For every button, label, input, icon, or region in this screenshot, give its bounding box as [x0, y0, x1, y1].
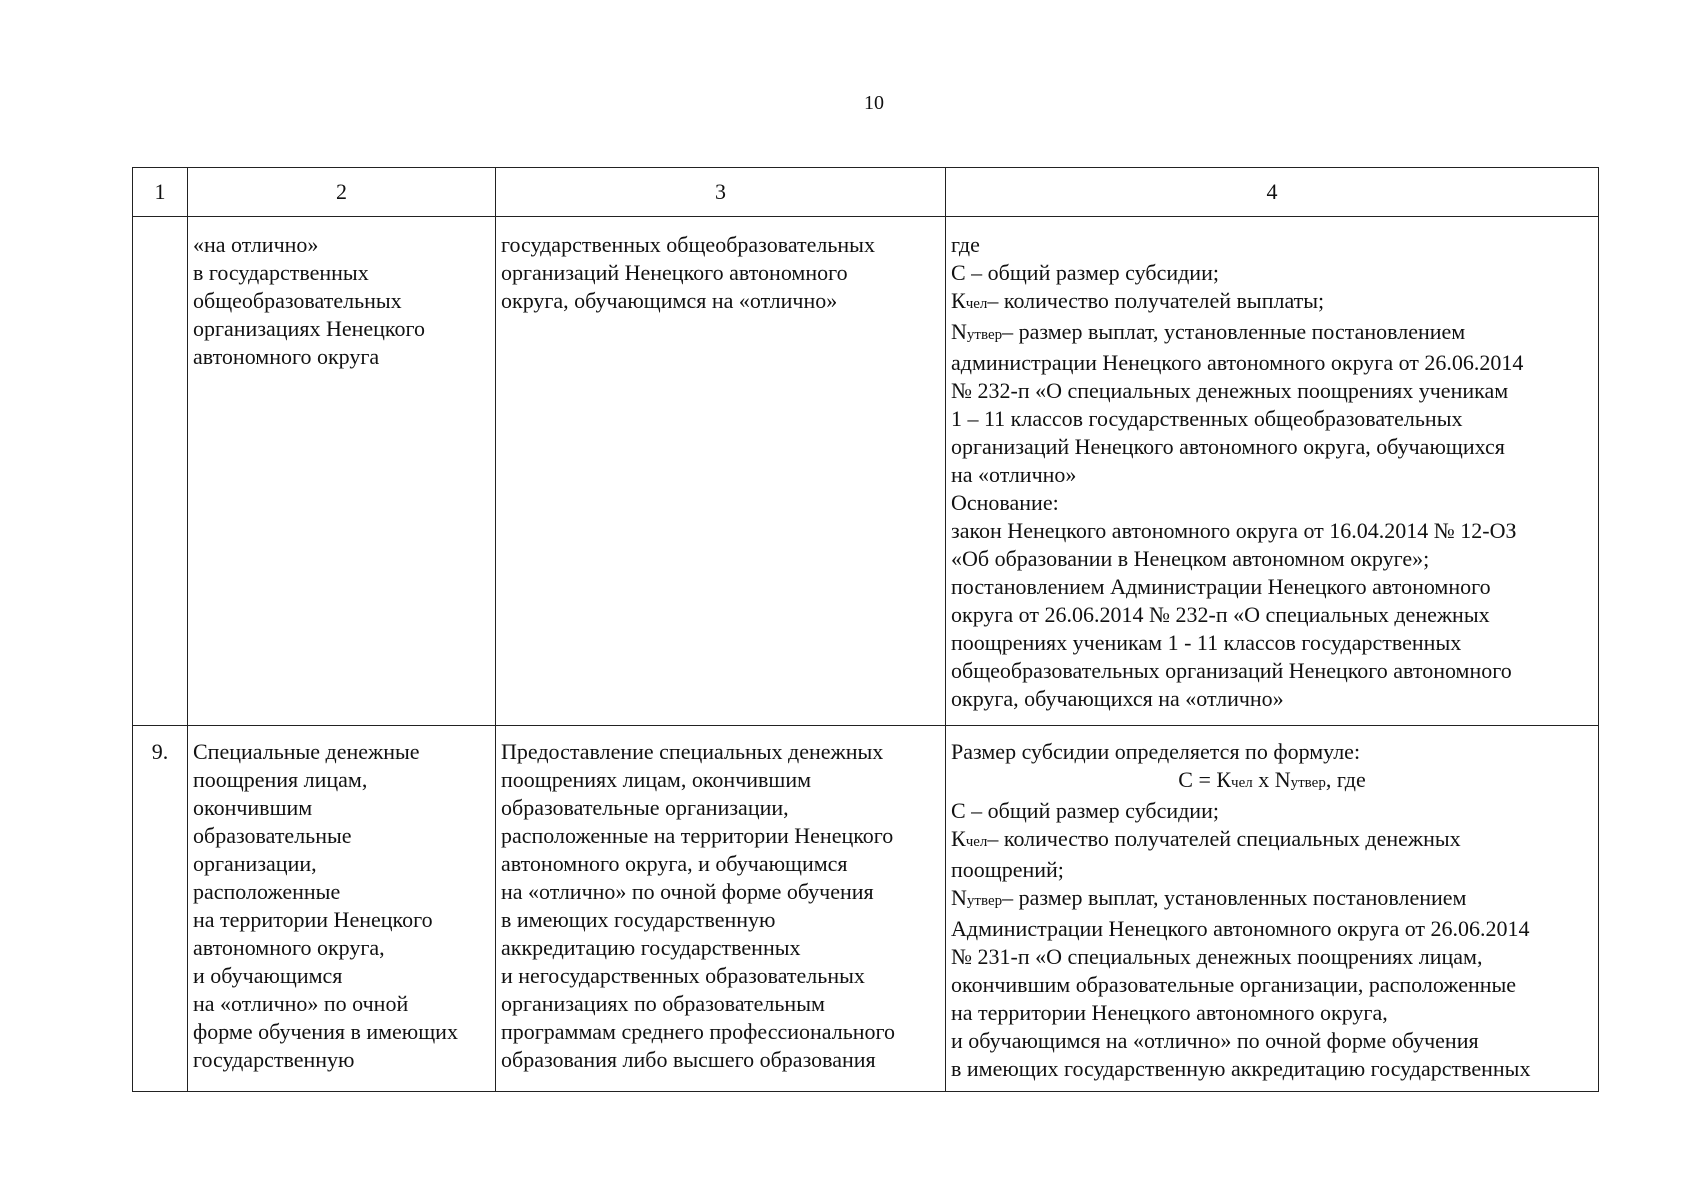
- k-subscript: чел: [965, 296, 988, 312]
- text-line: Специальные денежные: [193, 739, 420, 764]
- formula-tail: , где: [1325, 767, 1366, 792]
- text-line: расположенные: [193, 879, 341, 904]
- text-line: Основание:: [951, 490, 1059, 515]
- text-line: образовательные: [193, 823, 352, 848]
- text-line: общеобразовательных: [193, 288, 402, 313]
- text-line: на «отлично»: [951, 462, 1077, 487]
- text-line: форме обучения в имеющих: [193, 1019, 458, 1044]
- text-line: поощрений;: [951, 857, 1064, 882]
- text-line: на территории Ненецкого: [193, 907, 433, 932]
- k-subscript: чел: [1231, 775, 1253, 791]
- document-table: [132, 167, 1599, 1092]
- text-line: окончившим образовательные организации, расположенные: [951, 972, 1517, 997]
- n-definition: – размер выплат, установленных постановлением: [1002, 885, 1467, 910]
- n-subscript: утвер: [966, 327, 1003, 343]
- text-line: государственную: [193, 1047, 355, 1072]
- table-row: [133, 726, 1599, 1092]
- text-line: администрации Ненецкого автономного округа от 26.06.2014: [951, 350, 1524, 375]
- text-line: окончившим: [193, 795, 313, 820]
- text-line: образовательные организации,: [501, 795, 789, 820]
- header-cell-3: 3: [496, 168, 946, 217]
- row-b-description-cell: [496, 726, 946, 1092]
- row-number: [133, 217, 188, 726]
- formula-x-n: х N: [1252, 767, 1291, 792]
- n-symbol: N: [951, 885, 967, 910]
- text-line: в имеющих государственную: [501, 907, 776, 932]
- text-line: № 232-п «О специальных денежных поощрениях ученикам: [951, 378, 1509, 403]
- row-a-description-cell: [496, 217, 946, 726]
- k-subscript: чел: [965, 834, 988, 850]
- table-header-row: [133, 168, 1599, 217]
- text-line: на «отлично» по очной: [193, 991, 409, 1016]
- text-line: С – общий размер субсидии;: [951, 798, 1219, 823]
- text-line: поощрениях ученикам 1 - 11 классов государственных: [951, 630, 1462, 655]
- k-symbol: К: [951, 826, 966, 851]
- text-line: расположенные на территории Ненецкого: [501, 823, 894, 848]
- text-line: общеобразовательных организаций Ненецкого автономного: [951, 658, 1512, 683]
- row-a-measure-cell: [188, 217, 496, 726]
- text-line: поощрениях лицам, окончившим: [501, 767, 812, 792]
- text-line: округа от 26.06.2014 № 232-п «О специальных денежных: [951, 602, 1490, 627]
- page-number: 10: [864, 92, 884, 114]
- k-definition: – количество получателей выплаты;: [987, 288, 1325, 313]
- text-line: [951, 825, 1593, 856]
- text-line: [951, 318, 1593, 349]
- text-line: и обучающимся: [193, 963, 343, 988]
- text-line: организациях Ненецкого: [193, 316, 425, 341]
- text-line: «на отлично»: [193, 232, 319, 257]
- text-line: Размер субсидии определяется по формуле:: [951, 739, 1361, 764]
- text-line: [951, 287, 1593, 318]
- text-line: Администрации Ненецкого автономного округа от 26.06.2014: [951, 916, 1530, 941]
- text-line: № 231-п «О специальных денежных поощрениях лицам,: [951, 944, 1483, 969]
- text-line: и негосударственных образовательных: [501, 963, 865, 988]
- text-line: С – общий размер субсидии;: [951, 260, 1219, 285]
- row-b-measure-cell: [188, 726, 496, 1092]
- n-symbol: N: [951, 319, 967, 344]
- n-definition: – размер выплат, установленные постановлением: [1002, 319, 1466, 344]
- header-cell-2: 2: [188, 168, 496, 217]
- text-line: автономного округа,: [193, 935, 385, 960]
- text-line: программам среднего профессионального: [501, 1019, 896, 1044]
- n-subscript: утвер: [966, 893, 1003, 909]
- text-line: в государственных: [193, 260, 369, 285]
- formula: [951, 766, 1593, 797]
- text-line: на «отлично» по очной форме обучения: [501, 879, 874, 904]
- text-line: закон Ненецкого автономного округа от 16.04.2014 № 12-ОЗ: [951, 518, 1517, 543]
- text-line: и обучающимся на «отлично» по очной форме обучения: [951, 1028, 1479, 1053]
- text-line: автономного округа, и обучающимся: [501, 851, 848, 876]
- text-line: 1 – 11 классов государственных общеобразовательных: [951, 406, 1463, 431]
- row-b-basis-cell: [946, 726, 1599, 1092]
- text-line: на территории Ненецкого автономного округа,: [951, 1000, 1388, 1025]
- text-line: организаций Ненецкого автономного округа, обучающихся: [951, 434, 1505, 459]
- text-line: где: [951, 232, 980, 257]
- header-cell-4: 4: [946, 168, 1599, 217]
- row-a-basis-cell: [946, 217, 1599, 726]
- k-symbol: К: [951, 288, 966, 313]
- text-line: аккредитацию государственных: [501, 935, 801, 960]
- text-line: [951, 884, 1593, 915]
- text-line: округа, обучающимся на «отлично»: [501, 288, 838, 313]
- text-line: Предоставление специальных денежных: [501, 739, 884, 764]
- text-line: автономного округа: [193, 344, 380, 369]
- table-row: [133, 217, 1599, 726]
- formula-c-k: С = К: [1178, 767, 1232, 792]
- text-line: организаций Ненецкого автономного: [501, 260, 848, 285]
- row-number: 9.: [133, 726, 188, 1092]
- header-cell-1: 1: [133, 168, 188, 217]
- text-line: организациях по образовательным: [501, 991, 825, 1016]
- text-line: постановлением Администрации Ненецкого автономного: [951, 574, 1491, 599]
- n-subscript: утвер: [1290, 775, 1326, 791]
- text-line: государственных общеобразовательных: [501, 232, 875, 257]
- text-line: округа, обучающихся на «отлично»: [951, 686, 1284, 711]
- k-definition: – количество получателей специальных денежных: [987, 826, 1461, 851]
- text-line: в имеющих государственную аккредитацию государственных: [951, 1056, 1531, 1081]
- text-line: организации,: [193, 851, 317, 876]
- text-line: поощрения лицам,: [193, 767, 368, 792]
- text-line: «Об образовании в Ненецком автономном округе»;: [951, 546, 1430, 571]
- text-line: образования либо высшего образования: [501, 1047, 876, 1072]
